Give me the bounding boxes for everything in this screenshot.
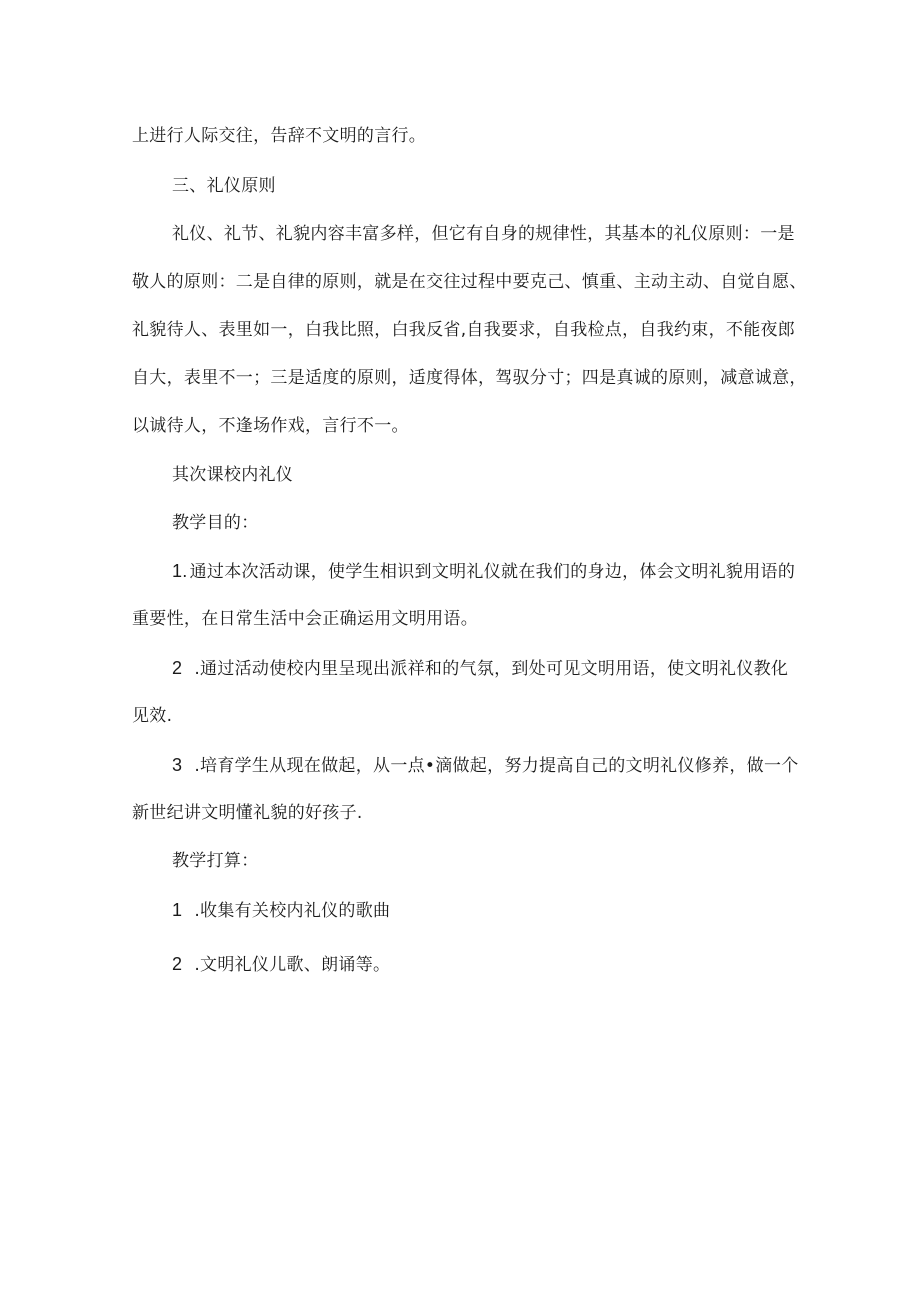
list-text: 通过本次活动课，使学生相识到文明礼仪就在我们的身边，体会文明礼貌用语的 bbox=[189, 562, 796, 582]
list-text: .培育学生从现在做起，从一点•滴做起，努力提高自己的文明礼仪修养，做一个 bbox=[194, 756, 799, 776]
list-number: 1 bbox=[172, 900, 183, 920]
paragraph-principles-line-1: 礼仪、礼节、礼貌内容丰富多样，但它有自身的规律性，其基本的礼仪原则：一是 bbox=[172, 224, 795, 244]
paragraph-principles-line-4: 自大，表里不一；三是适度的原则，适度得体，驾驭分寸；四是真诚的原则，减意诚意， bbox=[132, 368, 807, 388]
goal-item-2-continuation: 见效. bbox=[132, 706, 173, 726]
lesson-title: 其次课校内礼仪 bbox=[172, 465, 294, 485]
section-heading-etiquette-principles bbox=[172, 174, 832, 198]
paragraph-principles-line-5: 以诚待人，不逢场作戏，言行不一。 bbox=[132, 416, 409, 436]
preparation-item-2 bbox=[172, 952, 832, 977]
list-text: .文明礼仪儿歌、朗诵等。 bbox=[194, 955, 391, 975]
goal-item-1 bbox=[172, 559, 796, 584]
list-number: 1. bbox=[172, 561, 188, 581]
goal-item-1-continuation: 重要性，在日常生活中会正确运用文明用语。 bbox=[132, 609, 478, 629]
preparation-item-1 bbox=[172, 898, 832, 923]
list-text: .通过活动使校内里呈现出派祥和的气氛，到处可见文明用语，使文明礼仪教化 bbox=[194, 659, 789, 679]
paragraph-principles-line-3: 礼貌待人、表里如一，白我比照，白我反省,自我要求，自我检点，自我约束，不能夜郎 bbox=[132, 320, 796, 340]
list-text: .收集有关校内礼仪的歌曲 bbox=[194, 901, 391, 921]
list-number: 3 bbox=[172, 755, 183, 775]
paragraph-continuation-line bbox=[132, 124, 792, 148]
list-number: 2 bbox=[172, 954, 183, 974]
list-number: 2 bbox=[172, 658, 183, 678]
heading-text: 三、礼仪原则 bbox=[172, 176, 276, 196]
goal-item-3 bbox=[172, 753, 832, 778]
goal-item-3-continuation: 新世纪讲文明懂礼貌的好孩子. bbox=[132, 803, 363, 823]
teaching-goals-heading: 教学目的： bbox=[172, 513, 259, 533]
text-line: 上进行人际交往，告辞不文明的言行。 bbox=[132, 126, 427, 146]
teaching-preparation-heading: 教学打算： bbox=[172, 851, 259, 871]
goal-item-2 bbox=[172, 656, 832, 681]
paragraph-principles-line-2: 敬人的原则：二是自律的原则，就是在交往过程中要克己、慎重、主动主动、自觉自愿、 bbox=[132, 272, 807, 292]
